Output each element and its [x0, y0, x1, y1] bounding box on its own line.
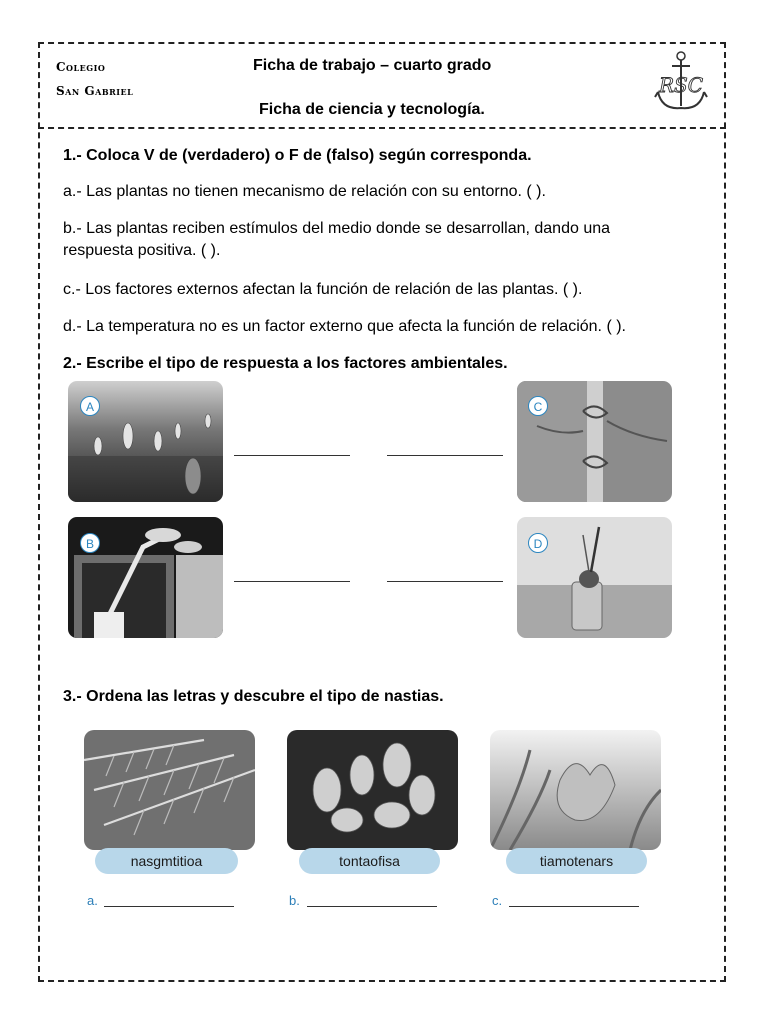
answer-line-d[interactable] [387, 581, 503, 582]
header-divider [38, 127, 726, 129]
answer-label-a: a. [87, 893, 98, 908]
answer-label-c: c. [492, 893, 503, 908]
nastia-photo-b-flowers [287, 730, 458, 850]
photo-d-label: D [528, 533, 548, 553]
answer-label-b: b. [289, 893, 300, 908]
scrambled-word-b: tontaofisa [299, 848, 440, 874]
answer-line-nastia-a[interactable] [104, 906, 234, 907]
answer-line-nastia-b[interactable] [307, 906, 437, 907]
worksheet-subtitle: Ficha de ciencia y tecnología. [259, 101, 485, 118]
school-name-line2: San Gabriel [56, 84, 134, 98]
question-1-title: 1.- Coloca V de (verdadero) o F de (falso) según corresponda. [63, 147, 532, 164]
answer-line-b[interactable] [234, 581, 350, 582]
answer-line-a[interactable] [234, 455, 350, 456]
svg-text:RSC: RSC [658, 73, 704, 97]
worksheet-title: Ficha de trabajo – cuarto grado [253, 57, 492, 74]
question-1-item-c: c.- Los factores externos afectan la función de relación de las plantas. ( ). [63, 281, 583, 298]
school-crest-logo [652, 48, 710, 116]
nastia-photo-a-mimosa [84, 730, 255, 850]
school-name-line1: Colegio [56, 60, 106, 74]
question-2-title: 2.- Escribe el tipo de respuesta a los factores ambientales. [63, 355, 508, 372]
nastia-photo-c-tulip [490, 730, 661, 850]
photo-b-label: B [80, 533, 100, 553]
answer-line-nastia-c[interactable] [509, 906, 639, 907]
question-1-item-a: a.- Las plantas no tienen mecanismo de relación con su entorno. ( ). [63, 183, 546, 200]
scrambled-word-c: tiamotenars [506, 848, 647, 874]
scrambled-word-a: nasgmtitioa [95, 848, 238, 874]
question-3-title: 3.- Ordena las letras y descubre el tipo de nastias. [63, 688, 444, 705]
answer-line-c[interactable] [387, 455, 503, 456]
photo-a-label: A [80, 396, 100, 416]
question-1-item-b: b.- Las plantas reciben estímulos del medio donde se desarrollan, dando una respuesta positiva. ( ). [63, 220, 611, 259]
question-1-item-d: d.- La temperatura no es un factor externo que afecta la función de relación. ( ). [63, 318, 626, 335]
photo-c-label: C [528, 396, 548, 416]
